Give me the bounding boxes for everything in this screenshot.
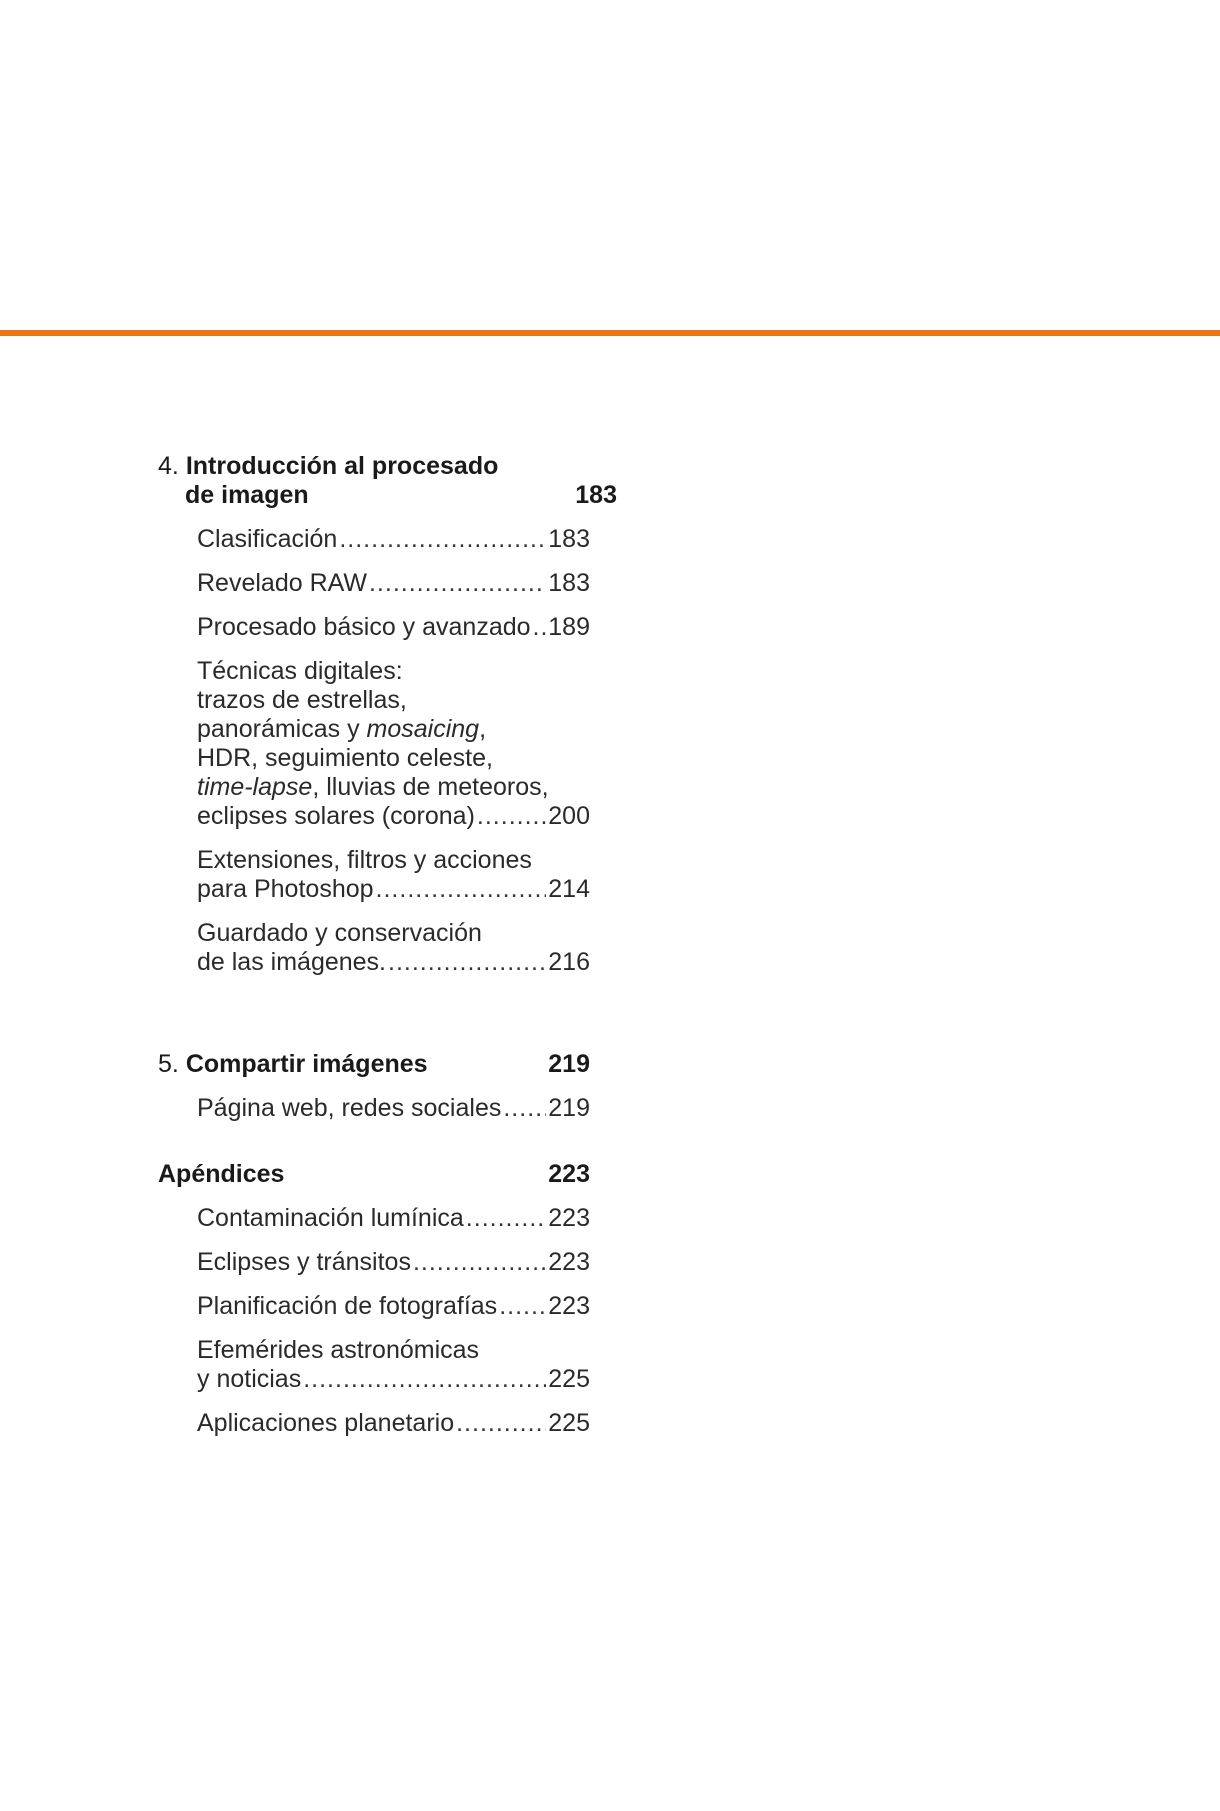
entry-text: Planificación de fotografías [197, 1292, 498, 1320]
dot-leader [466, 1204, 546, 1233]
appendices-heading[interactable] [158, 1160, 590, 1189]
entry-text: Revelado RAW [197, 569, 367, 597]
entry-page: 183 [548, 569, 590, 597]
entry-line [197, 773, 590, 802]
dot-leader [369, 569, 546, 598]
dot-leader [477, 802, 546, 831]
section-spacer [158, 1138, 590, 1160]
appendices-title: Apéndices [158, 1160, 285, 1188]
chapter-4-title-line1: Introducción al procesado [185, 452, 499, 480]
toc-entry-guardado[interactable] [197, 919, 590, 977]
entry-line: HDR, seguimiento celeste, [197, 744, 493, 772]
dot-leader [413, 1248, 546, 1277]
chapter-5-title: Compartir imágenes [185, 1050, 428, 1078]
chapter-4-page: 183 [575, 481, 617, 509]
entry-line: trazos de estrellas, [197, 686, 407, 714]
entry-page: 225 [548, 1409, 590, 1437]
entry-line: Técnicas digitales: [197, 657, 403, 685]
toc-entry-clasificacion[interactable] [197, 525, 590, 554]
chapter-5-page: 219 [548, 1050, 590, 1078]
toc-entry-eclipses[interactable] [197, 1248, 590, 1277]
entry-line: Extensiones, filtros y acciones [197, 846, 532, 874]
entry-text: Eclipses y tránsitos [197, 1248, 411, 1276]
chapter-5-number: 5. [158, 1050, 179, 1078]
toc-entry-extensiones[interactable] [197, 846, 590, 904]
table-of-contents [158, 452, 617, 1453]
toc-entry-tecnicas-digitales[interactable] [197, 657, 590, 831]
entry-page: 216 [548, 948, 590, 976]
dot-leader [499, 1292, 546, 1321]
chapter-4-heading-line2[interactable] [158, 481, 617, 510]
appendices-page: 223 [548, 1160, 590, 1188]
chapter-4-title-line2: de imagen [185, 481, 309, 509]
entry-text: Página web, redes sociales [197, 1094, 502, 1122]
entry-page: 223 [548, 1248, 590, 1276]
toc-entry-pagina-web[interactable] [197, 1094, 590, 1123]
toc-entry-planificacion[interactable] [197, 1292, 590, 1321]
entry-last-line [197, 1365, 590, 1394]
chapter-4 [158, 452, 617, 510]
entry-page: 200 [548, 802, 590, 830]
entry-page: 223 [548, 1204, 590, 1232]
entry-comma: , [479, 715, 487, 743]
toc-entry-contaminacion[interactable] [197, 1204, 590, 1233]
orange-header-rule [0, 330, 1220, 336]
entry-page: 223 [548, 1292, 590, 1320]
chapter-4-number: 4. [158, 452, 179, 480]
appendices-entries [158, 1204, 590, 1438]
entry-line: Efemérides astronómicas [197, 1336, 480, 1364]
dot-leader [376, 875, 547, 904]
entry-text: Contaminación lumínica [197, 1204, 464, 1232]
dot-leader [388, 948, 546, 977]
entry-page: 189 [548, 613, 590, 641]
entry-line-text: y noticias [197, 1365, 302, 1393]
entry-line-text: , lluvias de meteoros, [312, 773, 549, 801]
entry-line-text: panorámicas y [197, 715, 367, 743]
toc-entry-procesado-basico[interactable] [197, 613, 590, 642]
entry-last-line [197, 948, 590, 977]
dot-leader [533, 613, 547, 642]
toc-entry-revelado-raw[interactable] [197, 569, 590, 598]
entry-line-text: eclipses solares (corona) [197, 802, 475, 830]
appendices [158, 1160, 590, 1189]
entry-text: Aplicaciones planetario [197, 1409, 455, 1437]
section-spacer [158, 992, 590, 1050]
toc-entry-aplicaciones[interactable] [197, 1409, 590, 1438]
chapter-4-heading-line1[interactable] [158, 452, 590, 481]
dot-leader [456, 1409, 546, 1438]
entry-page: 183 [548, 525, 590, 553]
entry-last-line [197, 802, 590, 831]
entry-last-line [197, 875, 590, 904]
dot-leader [503, 1094, 546, 1123]
entry-text: Procesado básico y avanzado [197, 613, 531, 641]
entry-line-text: para Photoshop [197, 875, 374, 903]
entry-text: Clasificación [197, 525, 338, 553]
entry-page: 219 [548, 1094, 590, 1122]
entry-page: 225 [548, 1365, 590, 1393]
entry-page: 214 [548, 875, 590, 903]
entry-line [197, 715, 590, 744]
chapter-5-heading[interactable] [158, 1050, 590, 1079]
dot-leader [303, 1365, 546, 1394]
toc-entry-efemerides[interactable] [197, 1336, 590, 1394]
chapter-4-entries [158, 525, 590, 977]
entry-line: Guardado y conservación [197, 919, 482, 947]
entry-italic-term: mosaicing [366, 715, 480, 743]
entry-line-text: de las imágenes. [197, 948, 387, 976]
chapter-5 [158, 1050, 590, 1079]
dot-leader [339, 525, 546, 554]
chapter-5-entries [158, 1094, 590, 1123]
entry-italic-term: time-lapse [197, 773, 313, 801]
